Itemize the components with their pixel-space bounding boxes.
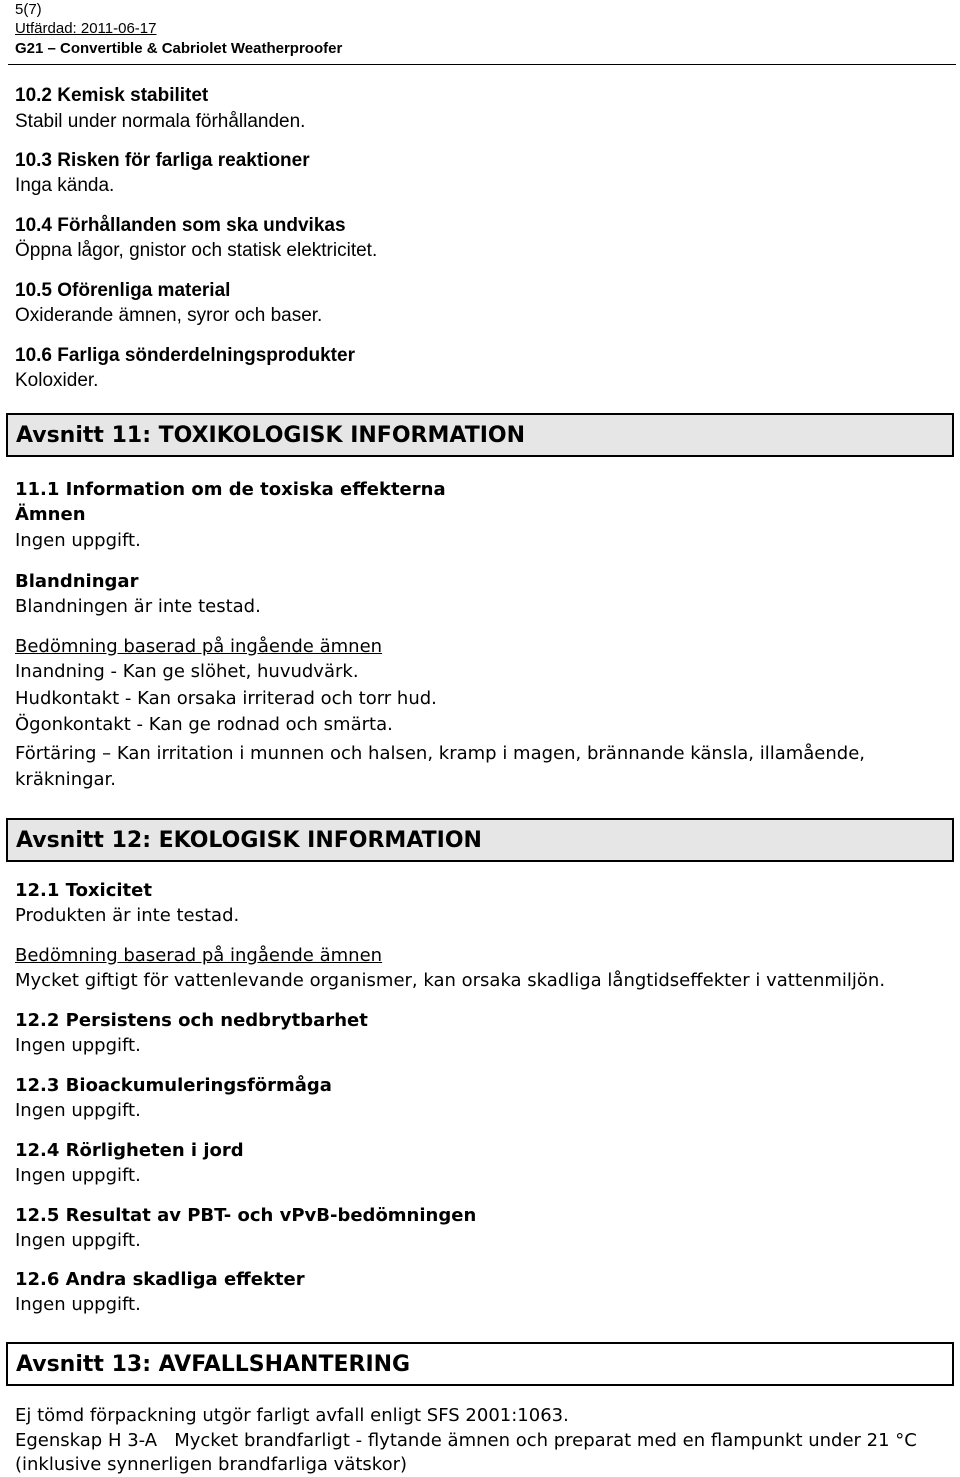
heading-12-4: 12.4 Rörligheten i jord (15, 1140, 244, 1161)
text-12-4: Ingen uppgift. (15, 1165, 141, 1186)
assessment-text-12: Mycket giftigt för vattenlevande organismer, kan orsaka skadliga långtidseffekter i vattenmiljön. (15, 970, 886, 991)
section-12-title: Avsnitt 12: EKOLOGISK INFORMATION (16, 828, 482, 853)
text-12-2: Ingen uppgift. (15, 1035, 141, 1056)
heading-10-2: 10.2 Kemisk stabilitet (15, 85, 209, 106)
page-number: 5(7) (15, 1, 42, 18)
ingestion-text: Förtäring – Kan irritation i munnen och halsen, kramp i magen, brännande känsla, illamående, (15, 743, 865, 764)
text-12-3: Ingen uppgift. (15, 1100, 141, 1121)
heading-12-1: 12.1 Toxicitet (15, 880, 152, 901)
text-13-3: (inklusive synnerligen brandfarliga vätskor) (15, 1454, 408, 1475)
product-name: G21 – Convertible & Cabriolet Weatherproofer (15, 40, 343, 57)
heading-10-5: 10.5 Oförenliga material (15, 280, 231, 301)
heading-10-4: 10.4 Förhållanden som ska undvikas (15, 215, 346, 236)
header-divider (8, 64, 956, 65)
substances-label: Ämnen (15, 504, 86, 525)
section-11-header (6, 413, 954, 457)
heading-12-2: 12.2 Persistens och nedbrytbarhet (15, 1010, 368, 1031)
text-10-6: Koloxider. (15, 370, 99, 391)
ingestion-text-cont: kräkningar. (15, 769, 117, 790)
text-10-3: Inga kända. (15, 175, 115, 196)
heading-12-3: 12.3 Bioackumuleringsförmåga (15, 1075, 332, 1096)
heading-11-1: 11.1 Information om de toxiska effekterna (15, 479, 446, 500)
mixtures-label: Blandningar (15, 571, 139, 592)
text-12-6: Ingen uppgift. (15, 1294, 141, 1315)
text-10-4: Öppna lågor, gnistor och statisk elektricitet. (15, 240, 378, 261)
text-12-5: Ingen uppgift. (15, 1230, 141, 1251)
heading-12-5: 12.5 Resultat av PBT- och vPvB-bedömningen (15, 1205, 477, 1226)
assessment-label-12: Bedömning baserad på ingående ämnen (15, 945, 383, 966)
inhalation-text: Inandning - Kan ge slöhet, huvudvärk. (15, 661, 359, 682)
section-13-header (6, 1342, 954, 1386)
heading-10-6: 10.6 Farliga sönderdelningsprodukter (15, 345, 355, 366)
section-12-header (6, 818, 954, 862)
eye-contact-text: Ögonkontakt - Kan ge rodnad och smärta. (15, 714, 393, 735)
text-13-1: Ej tömd förpackning utgör farligt avfall enligt SFS 2001:1063. (15, 1405, 569, 1426)
section-13-title: Avsnitt 13: AVFALLSHANTERING (16, 1352, 411, 1377)
section-11-title: Avsnitt 11: TOXIKOLOGISK INFORMATION (16, 423, 525, 448)
text-12-1: Produkten är inte testad. (15, 905, 240, 926)
heading-10-3: 10.3 Risken för farliga reaktioner (15, 150, 310, 171)
text-10-5: Oxiderande ämnen, syror och baser. (15, 305, 323, 326)
text-10-2: Stabil under normala förhållanden. (15, 111, 306, 132)
skin-contact-text: Hudkontakt - Kan orsaka irriterad och torr hud. (15, 688, 437, 709)
substances-text: Ingen uppgift. (15, 530, 141, 551)
assessment-label-11: Bedömning baserad på ingående ämnen (15, 636, 383, 657)
heading-12-6: 12.6 Andra skadliga effekter (15, 1269, 305, 1290)
text-13-2: Egenskap H 3-A Mycket brandfarligt - flytande ämnen och preparat med en flampunkt under 21 °C (15, 1430, 917, 1451)
mixtures-text: Blandningen är inte testad. (15, 596, 261, 617)
issue-date: Utfärdad: 2011-06-17 (15, 20, 157, 37)
